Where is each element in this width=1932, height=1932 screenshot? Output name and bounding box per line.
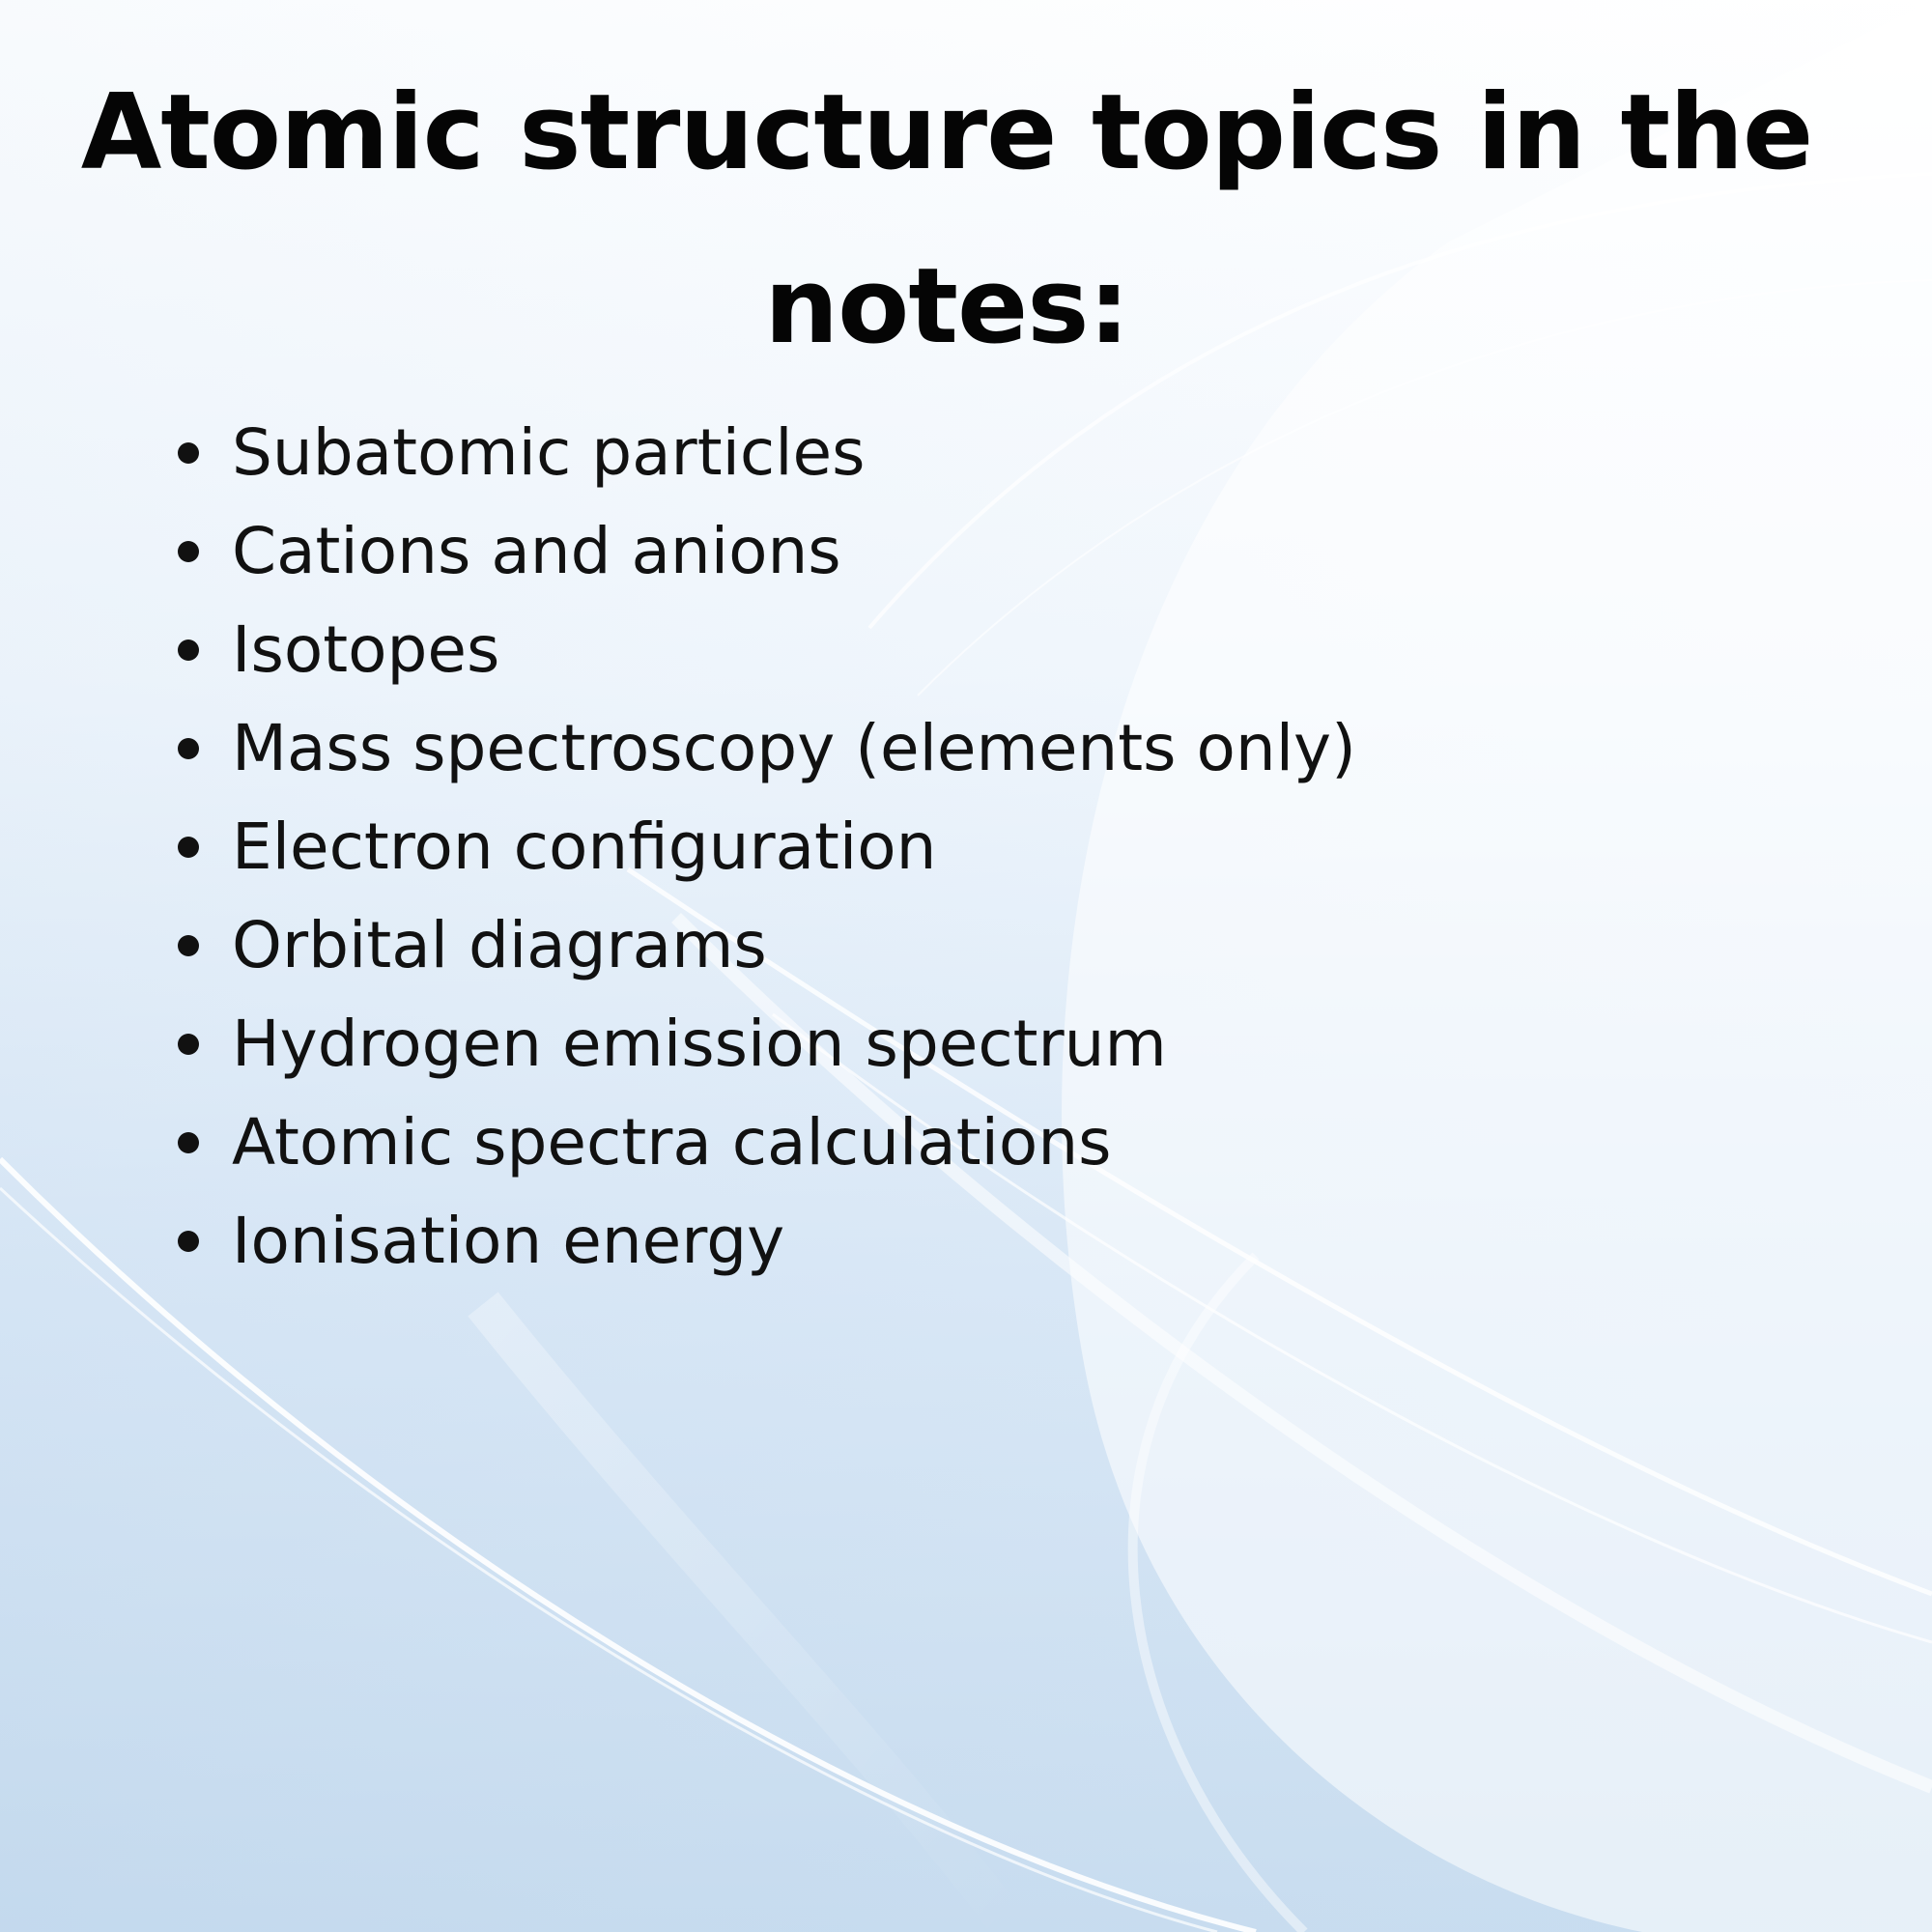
list-item <box>174 601 1356 699</box>
list-item <box>174 699 1356 798</box>
list-item <box>174 1192 1356 1291</box>
bullet-icon <box>178 837 199 858</box>
list-item-label: Ionisation energy <box>232 1204 785 1278</box>
list-item <box>174 502 1356 601</box>
bullet-icon <box>178 1132 199 1153</box>
topics-list <box>174 404 1356 1291</box>
list-item-label: Hydrogen emission spectrum <box>232 1007 1167 1081</box>
bullet-icon <box>178 935 199 956</box>
bullet-icon <box>178 442 199 464</box>
bullet-icon <box>178 1034 199 1055</box>
list-item-label: Electron configuration <box>232 810 937 884</box>
list-item <box>174 995 1356 1094</box>
list-item-label: Mass spectroscopy (elements only) <box>232 711 1356 785</box>
list-item-label: Atomic spectra calculations <box>232 1105 1112 1179</box>
list-item-label: Orbital diagrams <box>232 908 767 982</box>
list-item <box>174 1094 1356 1192</box>
list-item <box>174 798 1356 896</box>
list-item-label: Isotopes <box>232 612 500 687</box>
bullet-icon <box>178 738 199 759</box>
page-title: Atomic structure topics in the notes: <box>80 72 1813 367</box>
bullet-icon <box>178 639 199 661</box>
list-item-label: Subatomic particles <box>232 415 866 490</box>
bullet-icon <box>178 541 199 562</box>
list-item <box>174 404 1356 502</box>
bullet-icon <box>178 1231 199 1252</box>
list-item <box>174 896 1356 995</box>
list-item-label: Cations and anions <box>232 514 841 588</box>
